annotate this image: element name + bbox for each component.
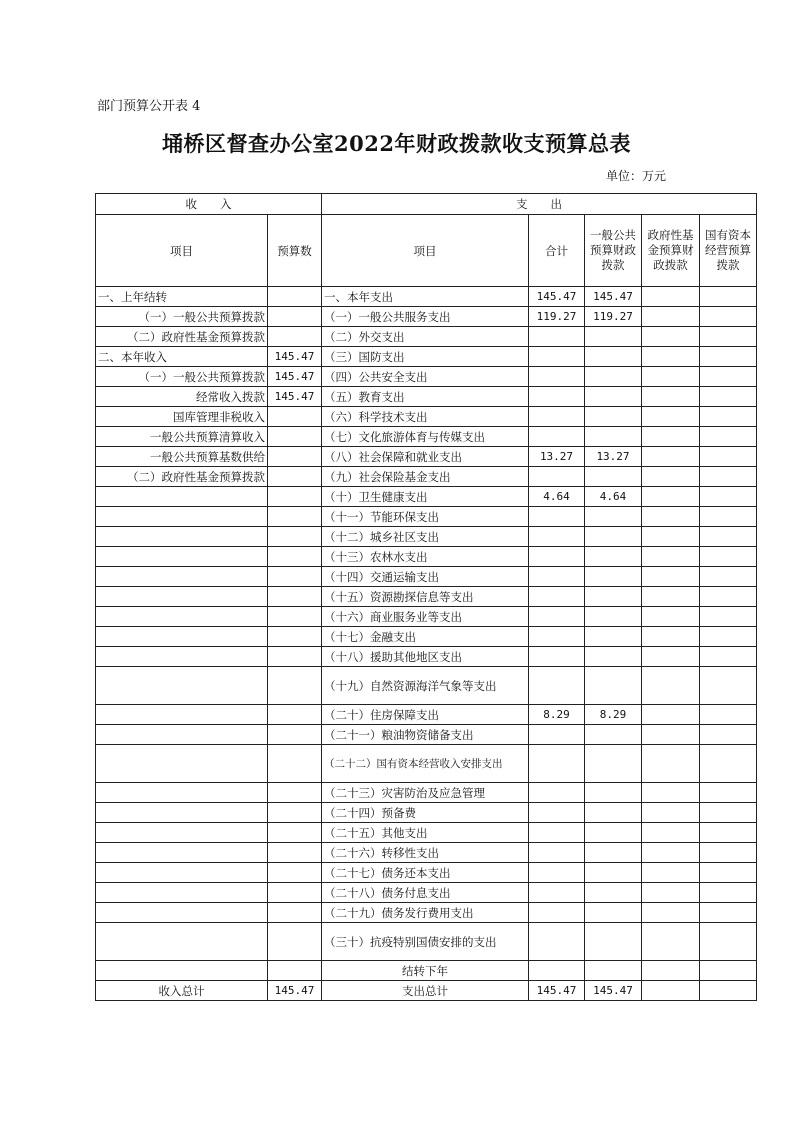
income-budget-cell xyxy=(268,447,322,467)
expense-item-cell: （二十七）债务还本支出 xyxy=(322,863,529,883)
page-title: 埇桥区督查办公室2022年财政拨款收支预算总表 xyxy=(162,131,631,156)
expense-item-cell: （二十五）其他支出 xyxy=(322,823,529,843)
income-item-cell xyxy=(96,607,268,627)
income-item-cell: 一般公共预算清算收入 xyxy=(96,427,268,447)
income-item-cell xyxy=(96,883,268,903)
expense-total-cell xyxy=(529,863,585,883)
expense-total-cell xyxy=(529,783,585,803)
expense-total-cell xyxy=(529,467,585,487)
expense-item-cell: （二十六）转移性支出 xyxy=(322,843,529,863)
expense-total-cell xyxy=(529,567,585,587)
income-budget-cell xyxy=(268,667,322,705)
state-capital-cell xyxy=(700,587,757,607)
general-budget-cell: 13.27 xyxy=(585,447,642,467)
general-budget-cell xyxy=(585,567,642,587)
general-budget-cell xyxy=(585,883,642,903)
income-item-cell: （一）一般公共预算拨款 xyxy=(96,307,268,327)
expense-total-cell xyxy=(529,407,585,427)
expense-total-header: 合计 xyxy=(529,215,585,287)
expense-item-cell: 支出总计 xyxy=(322,981,529,1001)
state-capital-cell xyxy=(700,725,757,745)
expense-item-cell: （十八）援助其他地区支出 xyxy=(322,647,529,667)
state-capital-cell xyxy=(700,327,757,347)
fund-budget-cell xyxy=(642,407,700,427)
state-capital-cell xyxy=(700,567,757,587)
table-row xyxy=(96,507,757,527)
expense-item-cell: （二）外交支出 xyxy=(322,327,529,347)
table-row xyxy=(96,863,757,883)
income-item-cell: （二）政府性基金预算拨款 xyxy=(96,327,268,347)
expense-total-cell xyxy=(529,387,585,407)
table-row xyxy=(96,287,757,307)
fund-budget-cell xyxy=(642,883,700,903)
fund-budget-cell xyxy=(642,647,700,667)
table-row xyxy=(96,607,757,627)
budget-table-body xyxy=(96,287,757,1001)
fund-budget-cell xyxy=(642,783,700,803)
expense-total-cell xyxy=(529,347,585,367)
income-budget-cell xyxy=(268,647,322,667)
table-number-label: 部门预算公开表 4 xyxy=(97,99,201,114)
expense-item-cell: （二十三）灾害防治及应急管理 xyxy=(322,783,529,803)
table-row xyxy=(96,327,757,347)
expense-section-header: 支 出 xyxy=(322,194,757,215)
general-budget-cell xyxy=(585,467,642,487)
income-budget-cell: 145.47 xyxy=(268,387,322,407)
expense-item-cell: （七）文化旅游体育与传媒支出 xyxy=(322,427,529,447)
expense-total-cell xyxy=(529,607,585,627)
income-item-cell xyxy=(96,647,268,667)
table-row xyxy=(96,427,757,447)
table-row xyxy=(96,567,757,587)
expense-item-cell: （四）公共安全支出 xyxy=(322,367,529,387)
fund-budget-cell xyxy=(642,367,700,387)
expense-total-cell xyxy=(529,725,585,745)
state-capital-cell xyxy=(700,843,757,863)
general-budget-cell xyxy=(585,527,642,547)
state-capital-cell xyxy=(700,547,757,567)
state-capital-cell xyxy=(700,705,757,725)
state-capital-cell xyxy=(700,627,757,647)
table-row xyxy=(96,467,757,487)
budget-table xyxy=(95,193,757,1001)
expense-item-cell: （五）教育支出 xyxy=(322,387,529,407)
income-item-cell xyxy=(96,667,268,705)
state-capital-cell xyxy=(700,287,757,307)
table-row xyxy=(96,803,757,823)
expense-item-cell: （二十二）国有资本经营收入安排支出 xyxy=(322,745,529,783)
expense-total-cell xyxy=(529,527,585,547)
state-capital-cell xyxy=(700,307,757,327)
table-row xyxy=(96,387,757,407)
general-budget-cell xyxy=(585,803,642,823)
general-budget-cell xyxy=(585,427,642,447)
income-budget-cell xyxy=(268,725,322,745)
table-row xyxy=(96,547,757,567)
income-item-cell xyxy=(96,745,268,783)
income-budget-cell: 145.47 xyxy=(268,981,322,1001)
state-capital-cell xyxy=(700,803,757,823)
income-budget-cell xyxy=(268,961,322,981)
table-row xyxy=(96,961,757,981)
fund-budget-cell xyxy=(642,507,700,527)
income-item-cell xyxy=(96,863,268,883)
income-item-cell xyxy=(96,725,268,745)
state-capital-cell xyxy=(700,667,757,705)
fund-budget-header: 政府性基金预算财政拨款 xyxy=(642,215,700,287)
fund-budget-cell xyxy=(642,487,700,507)
general-budget-cell xyxy=(585,843,642,863)
expense-total-cell xyxy=(529,547,585,567)
general-budget-cell xyxy=(585,823,642,843)
general-budget-cell xyxy=(585,547,642,567)
fund-budget-cell xyxy=(642,667,700,705)
state-capital-cell xyxy=(700,823,757,843)
fund-budget-cell xyxy=(642,863,700,883)
expense-item-cell: （八）社会保障和就业支出 xyxy=(322,447,529,467)
state-capital-cell xyxy=(700,863,757,883)
state-capital-cell xyxy=(700,923,757,961)
income-budget-cell xyxy=(268,627,322,647)
fund-budget-cell xyxy=(642,823,700,843)
table-row xyxy=(96,667,757,705)
state-capital-cell xyxy=(700,883,757,903)
general-budget-cell xyxy=(585,587,642,607)
table-row xyxy=(96,843,757,863)
table-row xyxy=(96,823,757,843)
table-row xyxy=(96,923,757,961)
income-item-cell xyxy=(96,783,268,803)
income-item-cell xyxy=(96,903,268,923)
general-budget-cell xyxy=(585,367,642,387)
fund-budget-cell xyxy=(642,547,700,567)
expense-total-cell xyxy=(529,647,585,667)
general-budget-cell xyxy=(585,407,642,427)
income-budget-cell xyxy=(268,407,322,427)
income-item-cell xyxy=(96,961,268,981)
state-capital-cell xyxy=(700,981,757,1001)
income-budget-cell xyxy=(268,567,322,587)
income-budget-cell xyxy=(268,783,322,803)
income-budget-cell xyxy=(268,467,322,487)
income-item-cell xyxy=(96,705,268,725)
fund-budget-cell xyxy=(642,287,700,307)
general-budget-cell xyxy=(585,507,642,527)
income-item-cell: 二、本年收入 xyxy=(96,347,268,367)
expense-item-cell: 一、本年支出 xyxy=(322,287,529,307)
income-budget-cell xyxy=(268,487,322,507)
expense-total-cell xyxy=(529,961,585,981)
expense-total-cell xyxy=(529,745,585,783)
expense-item-cell: （十一）节能环保支出 xyxy=(322,507,529,527)
table-row xyxy=(96,527,757,547)
general-budget-cell: 4.64 xyxy=(585,487,642,507)
expense-item-cell: （三）国防支出 xyxy=(322,347,529,367)
table-row xyxy=(96,307,757,327)
income-budget-header: 预算数 xyxy=(268,215,322,287)
expense-total-cell xyxy=(529,427,585,447)
general-budget-cell: 145.47 xyxy=(585,287,642,307)
expense-item-cell: （十三）农林水支出 xyxy=(322,547,529,567)
fund-budget-cell xyxy=(642,627,700,647)
state-capital-cell xyxy=(700,367,757,387)
expense-total-cell xyxy=(529,903,585,923)
table-row xyxy=(96,883,757,903)
income-budget-cell xyxy=(268,287,322,307)
expense-item-cell: （十）卫生健康支出 xyxy=(322,487,529,507)
expense-item-cell: （十六）商业服务业等支出 xyxy=(322,607,529,627)
income-budget-cell xyxy=(268,843,322,863)
table-row xyxy=(96,783,757,803)
expense-item-cell: （十五）资源勘探信息等支出 xyxy=(322,587,529,607)
state-capital-cell xyxy=(700,647,757,667)
fund-budget-cell xyxy=(642,447,700,467)
expense-total-cell: 8.29 xyxy=(529,705,585,725)
income-budget-cell: 145.47 xyxy=(268,367,322,387)
fund-budget-cell xyxy=(642,705,700,725)
income-section-header: 收 入 xyxy=(96,194,322,215)
expense-item-cell: （二十八）债务付息支出 xyxy=(322,883,529,903)
general-budget-cell xyxy=(585,745,642,783)
fund-budget-cell xyxy=(642,427,700,447)
table-row xyxy=(96,705,757,725)
income-budget-cell xyxy=(268,547,322,567)
table-row xyxy=(96,981,757,1001)
table-row xyxy=(96,745,757,783)
fund-budget-cell xyxy=(642,347,700,367)
income-budget-cell xyxy=(268,883,322,903)
expense-item-cell: （二十一）粮油物资储备支出 xyxy=(322,725,529,745)
expense-item-cell: （三十）抗疫特别国债安排的支出 xyxy=(322,923,529,961)
expense-item-header: 项目 xyxy=(322,215,529,287)
general-budget-cell: 119.27 xyxy=(585,307,642,327)
income-item-cell: 经常收入拨款 xyxy=(96,387,268,407)
fund-budget-cell xyxy=(642,903,700,923)
general-budget-cell: 8.29 xyxy=(585,705,642,725)
income-budget-cell xyxy=(268,307,322,327)
fund-budget-cell xyxy=(642,587,700,607)
expense-item-cell: （二十）住房保障支出 xyxy=(322,705,529,725)
state-capital-cell xyxy=(700,467,757,487)
table-row xyxy=(96,587,757,607)
income-item-cell xyxy=(96,507,268,527)
state-capital-cell xyxy=(700,387,757,407)
fund-budget-cell xyxy=(642,387,700,407)
income-budget-cell xyxy=(268,705,322,725)
expense-total-cell: 4.64 xyxy=(529,487,585,507)
expense-item-cell: （二十九）债务发行费用支出 xyxy=(322,903,529,923)
income-item-cell xyxy=(96,527,268,547)
fund-budget-cell xyxy=(642,567,700,587)
income-budget-cell xyxy=(268,527,322,547)
fund-budget-cell xyxy=(642,981,700,1001)
income-item-cell xyxy=(96,823,268,843)
fund-budget-cell xyxy=(642,467,700,487)
expense-item-cell: （二十四）预备费 xyxy=(322,803,529,823)
income-item-cell: 一般公共预算基数供给 xyxy=(96,447,268,467)
fund-budget-cell xyxy=(642,327,700,347)
expense-total-cell xyxy=(529,587,585,607)
table-row xyxy=(96,367,757,387)
expense-item-cell: （六）科学技术支出 xyxy=(322,407,529,427)
fund-budget-cell xyxy=(642,843,700,863)
table-row xyxy=(96,627,757,647)
expense-total-cell xyxy=(529,667,585,705)
general-budget-cell xyxy=(585,863,642,883)
income-budget-cell xyxy=(268,803,322,823)
general-budget-cell xyxy=(585,387,642,407)
general-budget-header: 一般公共预算财政拨款 xyxy=(585,215,642,287)
general-budget-cell xyxy=(585,327,642,347)
expense-total-cell xyxy=(529,923,585,961)
fund-budget-cell xyxy=(642,607,700,627)
income-item-header: 项目 xyxy=(96,215,268,287)
income-item-cell: （二）政府性基金预算拨款 xyxy=(96,467,268,487)
income-item-cell xyxy=(96,487,268,507)
expense-item-cell: （十二）城乡社区支出 xyxy=(322,527,529,547)
expense-total-cell xyxy=(529,507,585,527)
income-budget-cell xyxy=(268,587,322,607)
income-item-cell xyxy=(96,923,268,961)
state-capital-cell xyxy=(700,507,757,527)
general-budget-cell: 145.47 xyxy=(585,981,642,1001)
general-budget-cell xyxy=(585,923,642,961)
income-item-cell xyxy=(96,627,268,647)
income-budget-cell xyxy=(268,823,322,843)
income-item-cell xyxy=(96,567,268,587)
state-capital-cell xyxy=(700,903,757,923)
general-budget-cell xyxy=(585,647,642,667)
table-row xyxy=(96,347,757,367)
state-capital-cell xyxy=(700,527,757,547)
income-budget-cell xyxy=(268,863,322,883)
expense-total-cell: 13.27 xyxy=(529,447,585,467)
state-capital-cell xyxy=(700,407,757,427)
general-budget-cell xyxy=(585,667,642,705)
table-row xyxy=(96,407,757,427)
table-row xyxy=(96,903,757,923)
general-budget-cell xyxy=(585,961,642,981)
general-budget-cell xyxy=(585,607,642,627)
fund-budget-cell xyxy=(642,745,700,783)
expense-total-cell xyxy=(529,367,585,387)
unit-label: 单位：万元 xyxy=(606,169,667,183)
state-capital-cell xyxy=(700,745,757,783)
table-row xyxy=(96,447,757,467)
state-capital-cell xyxy=(700,783,757,803)
table-row xyxy=(96,487,757,507)
state-capital-header: 国有资本经营预算拨款 xyxy=(700,215,757,287)
fund-budget-cell xyxy=(642,803,700,823)
expense-total-cell: 145.47 xyxy=(529,287,585,307)
income-item-cell xyxy=(96,587,268,607)
expense-total-cell xyxy=(529,627,585,647)
state-capital-cell xyxy=(700,447,757,467)
table-row xyxy=(96,647,757,667)
state-capital-cell xyxy=(700,607,757,627)
state-capital-cell xyxy=(700,347,757,367)
general-budget-cell xyxy=(585,627,642,647)
income-item-cell xyxy=(96,843,268,863)
expense-item-cell: （十四）交通运输支出 xyxy=(322,567,529,587)
fund-budget-cell xyxy=(642,961,700,981)
income-item-cell: 国库管理非税收入 xyxy=(96,407,268,427)
state-capital-cell xyxy=(700,961,757,981)
fund-budget-cell xyxy=(642,527,700,547)
income-item-cell: 收入总计 xyxy=(96,981,268,1001)
expense-total-cell xyxy=(529,803,585,823)
expense-total-cell xyxy=(529,823,585,843)
income-budget-cell xyxy=(268,923,322,961)
table-row xyxy=(96,725,757,745)
expense-item-cell: （十九）自然资源海洋气象等支出 xyxy=(322,667,529,705)
fund-budget-cell xyxy=(642,923,700,961)
income-item-cell xyxy=(96,803,268,823)
expense-total-cell: 119.27 xyxy=(529,307,585,327)
general-budget-cell xyxy=(585,725,642,745)
expense-item-cell: （一）一般公共服务支出 xyxy=(322,307,529,327)
income-budget-cell xyxy=(268,327,322,347)
income-item-cell: 一、上年结转 xyxy=(96,287,268,307)
state-capital-cell xyxy=(700,487,757,507)
expense-total-cell xyxy=(529,883,585,903)
fund-budget-cell xyxy=(642,725,700,745)
income-budget-cell xyxy=(268,903,322,923)
expense-item-cell: 结转下年 xyxy=(322,961,529,981)
income-budget-cell xyxy=(268,427,322,447)
expense-item-cell: （十七）金融支出 xyxy=(322,627,529,647)
general-budget-cell xyxy=(585,347,642,367)
expense-total-cell xyxy=(529,327,585,347)
income-budget-cell xyxy=(268,507,322,527)
income-item-cell xyxy=(96,547,268,567)
state-capital-cell xyxy=(700,427,757,447)
income-budget-cell xyxy=(268,607,322,627)
expense-total-cell xyxy=(529,843,585,863)
expense-item-cell: （九）社会保险基金支出 xyxy=(322,467,529,487)
expense-total-cell: 145.47 xyxy=(529,981,585,1001)
income-budget-cell: 145.47 xyxy=(268,347,322,367)
income-item-cell: （一）一般公共预算拨款 xyxy=(96,367,268,387)
general-budget-cell xyxy=(585,783,642,803)
general-budget-cell xyxy=(585,903,642,923)
fund-budget-cell xyxy=(642,307,700,327)
income-budget-cell xyxy=(268,745,322,783)
